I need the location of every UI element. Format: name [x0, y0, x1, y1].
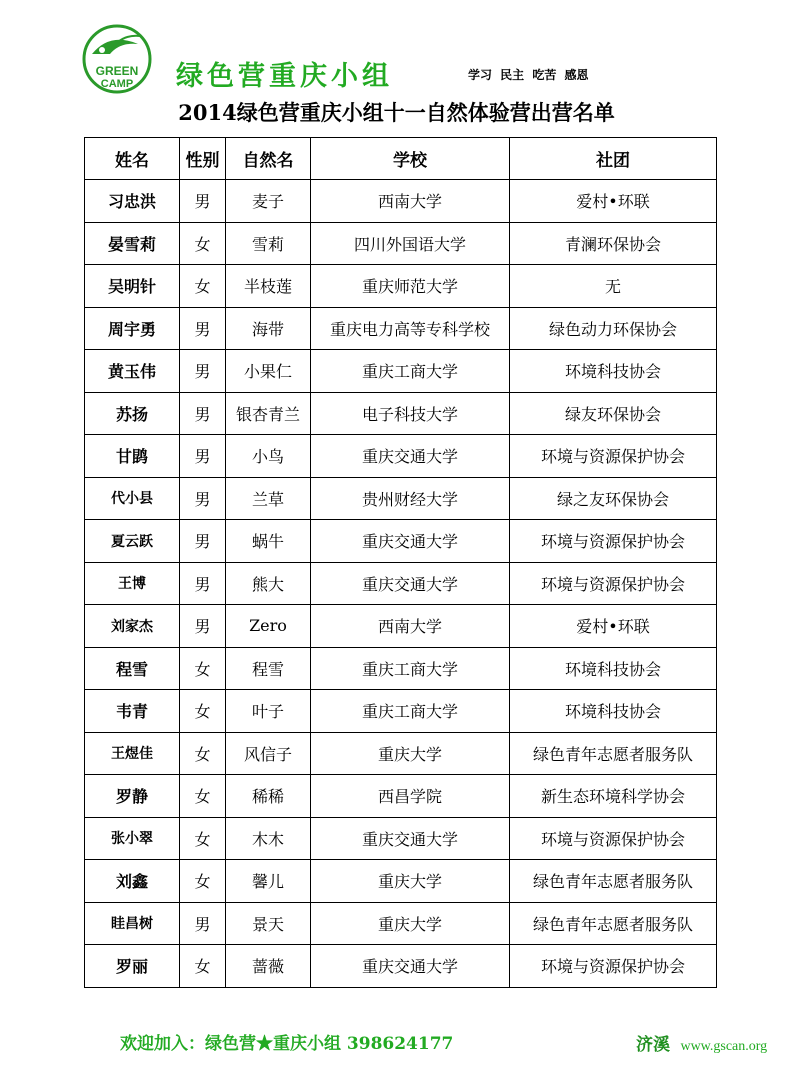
- cell-name: 王煜佳: [85, 732, 180, 775]
- cell-gender: 男: [180, 477, 226, 520]
- table-row: [85, 392, 717, 435]
- cell-nature-name: Zero: [226, 605, 311, 648]
- cell-club: 无: [510, 265, 717, 308]
- roster-table: [84, 137, 717, 988]
- cell-name: 刘家杰: [85, 605, 180, 648]
- cell-club: 绿色动力环保协会: [510, 307, 717, 350]
- join-invitation: 欢迎加入：绿色营★重庆小组 398624177: [120, 1034, 454, 1054]
- logo-text-green: GREEN: [95, 64, 139, 78]
- cell-nature-name: 馨儿: [226, 860, 311, 903]
- cell-nature-name: 稀稀: [226, 775, 311, 818]
- col-header-nature-name: 自然名: [226, 138, 311, 180]
- cell-name: 罗丽: [85, 945, 180, 988]
- cell-name: 程雪: [85, 647, 180, 690]
- col-header-school: 学校: [311, 138, 510, 180]
- table-row: [85, 562, 717, 605]
- cell-nature-name: 叶子: [226, 690, 311, 733]
- cell-nature-name: 海带: [226, 307, 311, 350]
- cell-club: 环境与资源保护协会: [510, 520, 717, 563]
- cell-gender: 女: [180, 775, 226, 818]
- cell-name: 代小县: [85, 477, 180, 520]
- cell-name: 眭昌树: [85, 902, 180, 945]
- table-row: [85, 350, 717, 393]
- cell-club: 环境科技协会: [510, 350, 717, 393]
- cell-school: 西南大学: [311, 605, 510, 648]
- cell-name: 晏雪莉: [85, 222, 180, 265]
- footer-brand-block: [636, 1030, 767, 1055]
- cell-gender: 女: [180, 222, 226, 265]
- cell-name: 周宇勇: [85, 307, 180, 350]
- cell-name: 习忠洪: [85, 180, 180, 223]
- roster-body: [85, 180, 717, 988]
- cell-nature-name: 蜗牛: [226, 520, 311, 563]
- cell-club: 环境科技协会: [510, 690, 717, 733]
- cell-school: 电子科技大学: [311, 392, 510, 435]
- cell-club: 新生态环境科学协会: [510, 775, 717, 818]
- table-row: [85, 902, 717, 945]
- col-header-name: 姓名: [85, 138, 180, 180]
- logo-text-camp: CAMP: [100, 78, 134, 90]
- cell-nature-name: 蔷薇: [226, 945, 311, 988]
- table-row: [85, 435, 717, 478]
- cell-club: 爱村•环联: [510, 180, 717, 223]
- cell-nature-name: 景天: [226, 902, 311, 945]
- cell-gender: 男: [180, 307, 226, 350]
- cell-name: 苏扬: [85, 392, 180, 435]
- cell-name: 王博: [85, 562, 180, 605]
- cell-gender: 男: [180, 392, 226, 435]
- cell-nature-name: 雪莉: [226, 222, 311, 265]
- footer-site: www.gscan.org: [680, 1039, 768, 1054]
- table-row: [85, 732, 717, 775]
- cell-school: 重庆交通大学: [311, 817, 510, 860]
- table-row: [85, 520, 717, 563]
- cell-nature-name: 银杏青兰: [226, 392, 311, 435]
- cell-school: 贵州财经大学: [311, 477, 510, 520]
- cell-nature-name: 熊大: [226, 562, 311, 605]
- table-row: [85, 860, 717, 903]
- org-name: 绿色营重庆小组: [176, 61, 393, 92]
- table-row: [85, 817, 717, 860]
- green-camp-logo: [80, 24, 154, 94]
- cell-school: 重庆工商大学: [311, 690, 510, 733]
- cell-club: 绿之友环保协会: [510, 477, 717, 520]
- table-header-row: [85, 138, 717, 180]
- table-row: [85, 307, 717, 350]
- col-header-club: 社团: [510, 138, 717, 180]
- cell-club: 绿色青年志愿者服务队: [510, 732, 717, 775]
- table-row: [85, 647, 717, 690]
- cell-gender: 男: [180, 435, 226, 478]
- cell-school: 重庆师范大学: [311, 265, 510, 308]
- cell-club: 绿色青年志愿者服务队: [510, 860, 717, 903]
- cell-club: 环境与资源保护协会: [510, 562, 717, 605]
- motto: 学习 民主 吃苦 感恩: [468, 68, 589, 82]
- cell-name: 张小翠: [85, 817, 180, 860]
- table-row: [85, 605, 717, 648]
- cell-nature-name: 程雪: [226, 647, 311, 690]
- cell-gender: 女: [180, 647, 226, 690]
- table-row: [85, 265, 717, 308]
- col-header-gender: 性别: [180, 138, 226, 180]
- cell-gender: 女: [180, 817, 226, 860]
- cell-school: 重庆大学: [311, 902, 510, 945]
- table-row: [85, 775, 717, 818]
- cell-club: 环境与资源保护协会: [510, 945, 717, 988]
- cell-name: 韦青: [85, 690, 180, 733]
- cell-school: 重庆交通大学: [311, 562, 510, 605]
- table-row: [85, 477, 717, 520]
- cell-club: 环境科技协会: [510, 647, 717, 690]
- cell-name: 夏云跃: [85, 520, 180, 563]
- cell-school: 重庆交通大学: [311, 435, 510, 478]
- cell-school: 重庆大学: [311, 860, 510, 903]
- cell-club: 绿友环保协会: [510, 392, 717, 435]
- footer-brand: 济溪: [636, 1035, 670, 1055]
- cell-name: 罗静: [85, 775, 180, 818]
- cell-gender: 女: [180, 860, 226, 903]
- cell-name: 刘鑫: [85, 860, 180, 903]
- cell-gender: 男: [180, 350, 226, 393]
- cell-name: 吴明针: [85, 265, 180, 308]
- cell-gender: 男: [180, 520, 226, 563]
- cell-school: 西昌学院: [311, 775, 510, 818]
- table-row: [85, 945, 717, 988]
- cell-nature-name: 兰草: [226, 477, 311, 520]
- cell-school: 重庆电力高等专科学校: [311, 307, 510, 350]
- cell-school: 西南大学: [311, 180, 510, 223]
- cell-gender: 男: [180, 605, 226, 648]
- cell-nature-name: 木木: [226, 817, 311, 860]
- cell-gender: 男: [180, 562, 226, 605]
- cell-school: 重庆交通大学: [311, 520, 510, 563]
- cell-school: 重庆工商大学: [311, 647, 510, 690]
- page-title: 2014绿色营重庆小组十一自然体验营出营名单: [178, 100, 615, 125]
- table-row: [85, 690, 717, 733]
- cell-nature-name: 半枝莲: [226, 265, 311, 308]
- cell-name: 甘鹍: [85, 435, 180, 478]
- cell-gender: 女: [180, 690, 226, 733]
- cell-club: 环境与资源保护协会: [510, 817, 717, 860]
- cell-nature-name: 小鸟: [226, 435, 311, 478]
- cell-club: 环境与资源保护协会: [510, 435, 717, 478]
- cell-school: 重庆交通大学: [311, 945, 510, 988]
- table-row: [85, 222, 717, 265]
- cell-school: 重庆大学: [311, 732, 510, 775]
- cell-gender: 女: [180, 265, 226, 308]
- cell-gender: 女: [180, 945, 226, 988]
- cell-school: 重庆工商大学: [311, 350, 510, 393]
- cell-nature-name: 麦子: [226, 180, 311, 223]
- cell-school: 四川外国语大学: [311, 222, 510, 265]
- cell-nature-name: 小果仁: [226, 350, 311, 393]
- cell-name: 黄玉伟: [85, 350, 180, 393]
- table-row: [85, 180, 717, 223]
- cell-gender: 男: [180, 180, 226, 223]
- cell-club: 绿色青年志愿者服务队: [510, 902, 717, 945]
- cell-nature-name: 风信子: [226, 732, 311, 775]
- cell-club: 爱村•环联: [510, 605, 717, 648]
- cell-gender: 女: [180, 732, 226, 775]
- cell-club: 青澜环保协会: [510, 222, 717, 265]
- cell-gender: 男: [180, 902, 226, 945]
